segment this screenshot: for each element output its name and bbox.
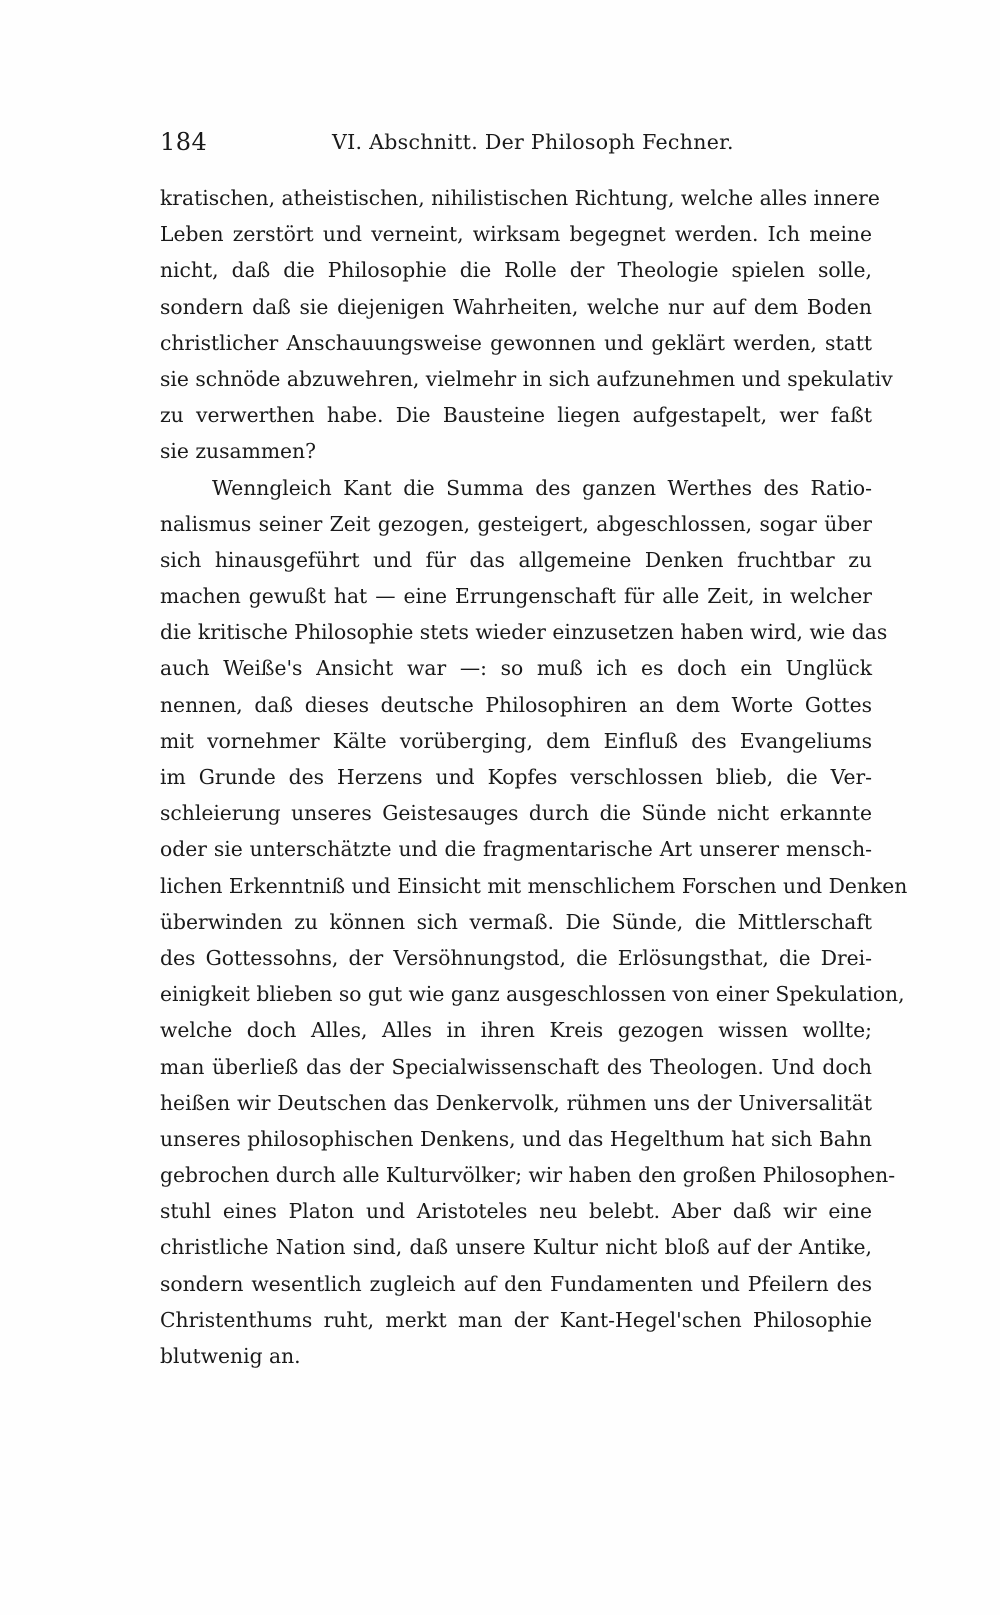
text-line: im Grunde des Herzens und Kopfes verschlossen blieb, die Ver-	[160, 765, 872, 789]
paragraph	[160, 470, 908, 1375]
text-line: Wenngleich Kant die Summa des ganzen Werthes des Ratio-	[212, 475, 872, 500]
text-line: nalismus seiner Zeit gezogen, gesteigert, abgeschlossen, sogar über	[160, 511, 872, 536]
text-line: man überließ das der Specialwissenschaft des Theologen. Und doch	[160, 1054, 872, 1079]
text-line: mit vornehmer Kälte vorüberging, dem Einfluß des Evangeliums	[160, 728, 872, 753]
text-line: Christenthums ruht, merkt man der Kant-Hegel'schen Philosophie	[160, 1307, 872, 1332]
text-line: sie schnöde abzuwehren, vielmehr in sich aufzunehmen und spekulativ	[160, 366, 893, 391]
text-line: nennen, daß dieses deutsche Philosophiren an dem Worte Gottes	[160, 692, 872, 717]
paragraph	[160, 180, 893, 470]
text-line: die kritische Philosophie stets wieder einzusetzen haben wird, wie das	[160, 620, 888, 645]
text-line: nicht, daß die Philosophie die Rolle der Theologie spielen solle,	[160, 258, 872, 283]
text-line: sondern daß sie diejenigen Wahrheiten, welche nur auf dem Boden	[160, 294, 872, 319]
text-line: heißen wir Deutschen das Denkervolk, rühmen uns der Universalität	[160, 1090, 872, 1115]
text-line: einigkeit blieben so gut wie ganz ausgeschlossen von einer Spekulation,	[160, 982, 905, 1007]
text-line: sich hinausgeführt und für das allgemeine Denken fruchtbar zu	[160, 547, 872, 572]
text-line: machen gewußt hat — eine Errungenschaft für alle Zeit, in welcher	[160, 584, 872, 609]
text-line: überwinden zu können sich vermaß. Die Sünde, die Mittlerschaft	[160, 909, 872, 934]
text-line: christlicher Anschauungsweise gewonnen und geklärt werden, statt	[160, 330, 872, 355]
text-line: zu verwerthen habe. Die Bausteine liegen aufgestapelt, wer faßt	[160, 403, 872, 428]
text-line: Leben zerstört und verneint, wirksam begegnet werden. Ich meine	[160, 222, 872, 247]
text-line: christliche Nation sind, daß unsere Kultur nicht bloß auf der Antike,	[160, 1235, 872, 1260]
text-line: oder sie unterschätzte und die fragmentarische Art unserer mensch-	[160, 837, 872, 862]
text-line: schleierung unseres Geistesauges durch die Sünde nicht erkannte	[160, 801, 872, 826]
chapter-title: VI. Abschnitt. Der Philosoph Fechner.	[332, 130, 734, 154]
text-line: auch Weiße's Ansicht war —: so muß ich es doch ein Unglück	[160, 656, 872, 681]
text-line: unseres philosophischen Denkens, und das Hegelthum hat sich Bahn	[160, 1126, 872, 1151]
text-line: kratischen, atheistischen, nihilistischen Richtung, welche alles innere	[160, 186, 880, 210]
text-line: stuhl eines Platon und Aristoteles neu belebt. Aber daß wir eine	[160, 1199, 872, 1224]
text-line: lichen Erkenntniß und Einsicht mit menschlichem Forschen und Denken	[160, 873, 908, 898]
text-line: sie zusammen?	[160, 439, 316, 464]
page-number: 184	[160, 128, 208, 156]
text-line: blutwenig an.	[160, 1344, 301, 1368]
text-line: gebrochen durch alle Kulturvölker; wir haben den großen Philosophen-	[160, 1163, 896, 1188]
text-line: des Gottessohns, der Versöhnungstod, die Erlösungsthat, die Drei-	[160, 945, 872, 970]
text-line: sondern wesentlich zugleich auf den Fundamenten und Pfeilern des	[160, 1271, 872, 1296]
running-head	[160, 128, 870, 162]
body-text	[160, 180, 908, 1374]
text-line: welche doch Alles, Alles in ihren Kreis gezogen wissen wollte;	[160, 1018, 872, 1043]
